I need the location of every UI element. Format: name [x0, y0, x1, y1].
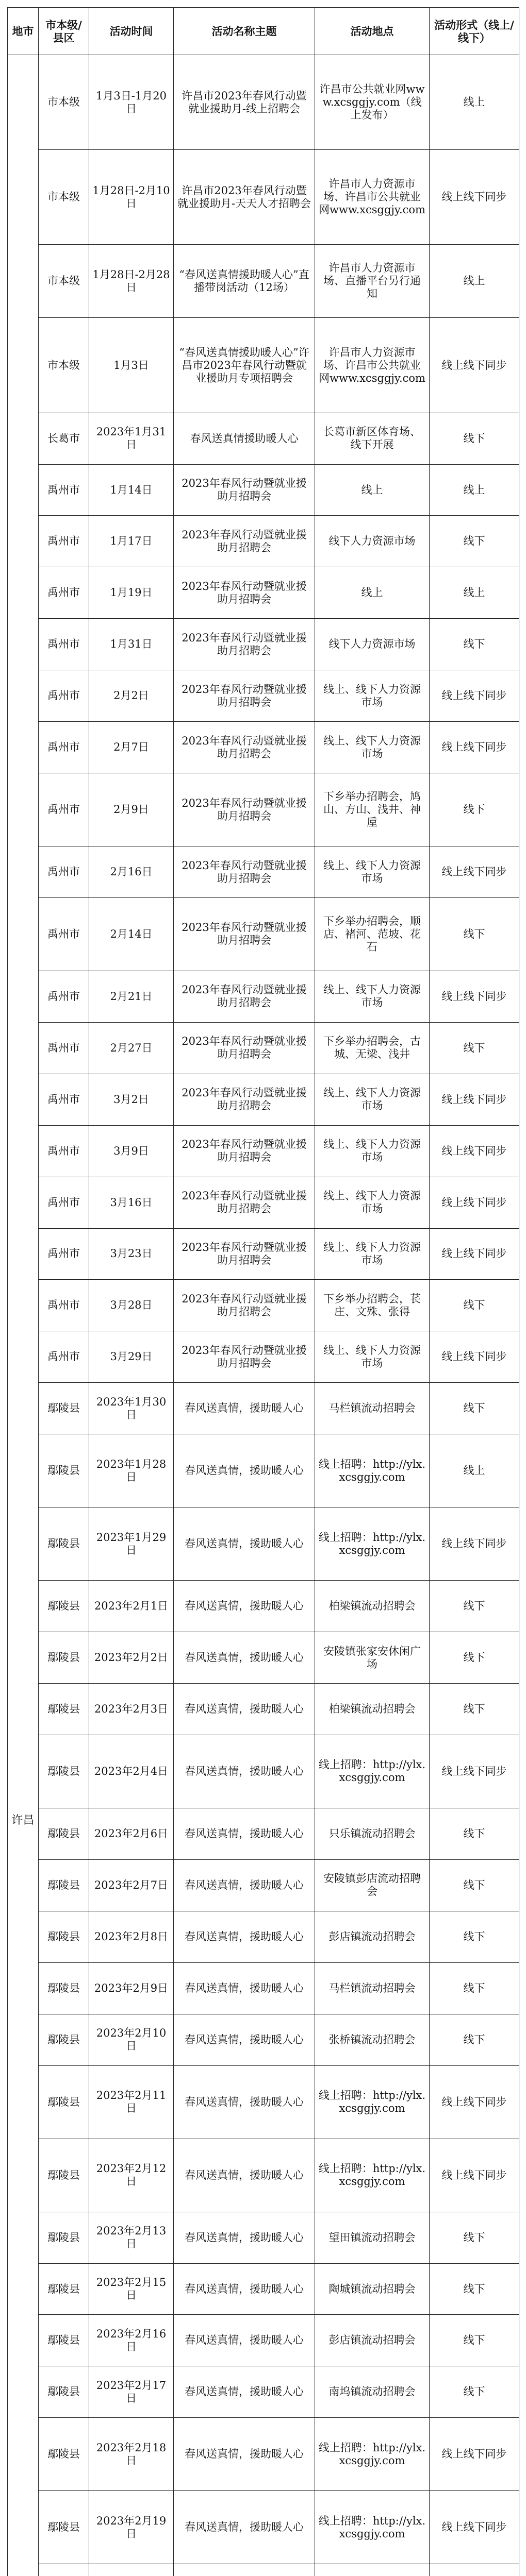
district-cell: 鄢陵县: [39, 1632, 89, 1684]
district-cell: 禹州市: [39, 773, 89, 846]
theme-cell: 春风送真情，援助暖人心: [174, 2065, 315, 2139]
location-cell: 线下人力资源市场: [315, 619, 430, 670]
format-cell: 线下: [430, 1859, 519, 1911]
district-cell: 鄢陵县: [39, 2263, 89, 2315]
time-cell: 2023年2月7日: [89, 1859, 174, 1911]
time-cell: 2月7日: [89, 722, 174, 773]
district-cell: 禹州市: [39, 1331, 89, 1383]
location-cell: 许昌市人力资源市场、直播平台另行通知: [315, 245, 430, 318]
time-cell: 2023年2月1日: [89, 1581, 174, 1632]
table-row: [8, 670, 519, 722]
header-city: 地市: [8, 8, 39, 55]
format-cell: 线下: [430, 2315, 519, 2366]
table-row: [8, 1074, 519, 1125]
theme-cell: [174, 2564, 315, 2576]
theme-cell: 2023年春风行动暨就业援助月招聘会: [174, 1125, 315, 1177]
time-cell: 1月19日: [89, 567, 174, 619]
format-cell: 线上: [430, 55, 519, 150]
theme-cell: 春风送真情，援助暖人心: [174, 2491, 315, 2564]
table-header-row: [8, 8, 519, 55]
theme-cell: 春风送真情，援助暖人心: [174, 1962, 315, 2014]
location-cell: 线上招聘：http://ylx.xcsggjy.com: [315, 2418, 430, 2491]
theme-cell: 春风送真情，援助暖人心: [174, 2418, 315, 2491]
district-cell: 鄢陵县: [39, 2315, 89, 2366]
table-row: [8, 2212, 519, 2263]
table-row: [8, 1684, 519, 1735]
format-cell: 线下: [430, 2366, 519, 2418]
theme-cell: 2023年春风行动暨就业援助月招聘会: [174, 722, 315, 773]
format-cell: 线下: [430, 1383, 519, 1434]
time-cell: 1月3日: [89, 318, 174, 413]
time-cell: 1月28日-2月10日: [89, 150, 174, 245]
time-cell: 2023年2月4日: [89, 1735, 174, 1808]
time-cell: 2023年2月13日: [89, 2212, 174, 2263]
header-format: 活动形式（线上/线下）: [430, 8, 519, 55]
time-cell: 2023年2月8日: [89, 1911, 174, 1962]
theme-cell: 2023年春风行动暨就业援助月招聘会: [174, 1280, 315, 1331]
format-cell: 线下: [430, 1911, 519, 1962]
table-row: [8, 897, 519, 971]
theme-cell: 春风送真情，援助暖人心: [174, 1911, 315, 1962]
location-cell: 许昌市人力资源市场、许昌市公共就业网www.xcsggjy.com: [315, 150, 430, 245]
format-cell: 线下: [430, 2212, 519, 2263]
format-cell: 线上线下同步: [430, 2065, 519, 2139]
format-cell: 线下: [430, 2014, 519, 2065]
location-cell: 线上、线下人力资源市场: [315, 722, 430, 773]
format-cell: 线上线下同步: [430, 2139, 519, 2212]
table-row: [8, 2065, 519, 2139]
format-cell: 线上线下同步: [430, 1177, 519, 1228]
theme-cell: 2023年春风行动暨就业援助月招聘会: [174, 846, 315, 898]
table-row: [8, 55, 519, 150]
district-cell: 鄢陵县: [39, 2065, 89, 2139]
location-cell: 线上、线下人力资源市场: [315, 1228, 430, 1280]
format-cell: 线上线下同步: [430, 1125, 519, 1177]
district-cell: 禹州市: [39, 1022, 89, 1074]
location-cell: 线上: [315, 567, 430, 619]
district-cell: 鄢陵县: [39, 1581, 89, 1632]
location-cell: 线上、线下人力资源市场: [315, 670, 430, 722]
theme-cell: 2023年春风行动暨就业援助月招聘会: [174, 619, 315, 670]
district-cell: 鄢陵县: [39, 2491, 89, 2564]
time-cell: 1月14日: [89, 464, 174, 516]
location-cell: 线上: [315, 464, 430, 516]
district-cell: 禹州市: [39, 1177, 89, 1228]
table-row: [8, 1581, 519, 1632]
format-cell: 线下: [430, 1581, 519, 1632]
theme-cell: 春风送真情，援助暖人心: [174, 1684, 315, 1735]
table-row: [8, 2263, 519, 2315]
table-row: [8, 318, 519, 413]
theme-cell: 春风送真情，援助暖人心: [174, 2263, 315, 2315]
table-row: [8, 1507, 519, 1581]
district-cell: 禹州市: [39, 619, 89, 670]
table-row: [8, 1022, 519, 1074]
format-cell: 线下: [430, 1684, 519, 1735]
district-cell: 市本级: [39, 150, 89, 245]
location-cell: 线上招聘：http://ylx.xcsggjy.com: [315, 1507, 430, 1581]
table-row: [8, 2139, 519, 2212]
time-cell: 2023年2月2日: [89, 1632, 174, 1684]
location-cell: 许昌市公共就业网www.xcsggjy.com（线上发布）: [315, 55, 430, 150]
time-cell: 3月16日: [89, 1177, 174, 1228]
district-cell: 鄢陵县: [39, 2366, 89, 2418]
format-cell: 线下: [430, 1022, 519, 1074]
theme-cell: 2023年春风行动暨就业援助月招聘会: [174, 971, 315, 1023]
table-row: [8, 516, 519, 567]
header-district: 市本级/县区: [39, 8, 89, 55]
theme-cell: 2023年春风行动暨就业援助月招聘会: [174, 1022, 315, 1074]
location-cell: 线上、线下人力资源市场: [315, 1177, 430, 1228]
theme-cell: 春风送真情，援助暖人心: [174, 1859, 315, 1911]
location-cell: 线上、线下人力资源市场: [315, 846, 430, 898]
theme-cell: 2023年春风行动暨就业援助月招聘会: [174, 1228, 315, 1280]
location-cell: 南坞镇流动招聘会: [315, 2366, 430, 2418]
location-cell: 柏梁镇流动招聘会: [315, 1684, 430, 1735]
theme-cell: 2023年春风行动暨就业援助月招聘会: [174, 516, 315, 567]
format-cell: 线上线下同步: [430, 1507, 519, 1581]
theme-cell: 2023年春风行动暨就业援助月招聘会: [174, 464, 315, 516]
theme-cell: 2023年春风行动暨就业援助月招聘会: [174, 773, 315, 846]
district-cell: 禹州市: [39, 846, 89, 898]
city-cell: 许昌: [8, 55, 39, 2576]
format-cell: 线上: [430, 245, 519, 318]
time-cell: 2月2日: [89, 670, 174, 722]
theme-cell: 2023年春风行动暨就业援助月招聘会: [174, 1331, 315, 1383]
format-cell: 线上线下同步: [430, 1228, 519, 1280]
time-cell: 2023年2月6日: [89, 1808, 174, 1860]
table-row: [8, 1962, 519, 2014]
theme-cell: 春风送真情，援助暖人心: [174, 1383, 315, 1434]
district-cell: 禹州市: [39, 1125, 89, 1177]
table-row: [8, 1331, 519, 1383]
district-cell: 鄢陵县: [39, 1962, 89, 2014]
format-cell: 线上线下同步: [430, 670, 519, 722]
format-cell: 线上线下同步: [430, 2491, 519, 2564]
theme-cell: 许昌市2023年春风行动暨就业援助月-天天人才招聘会: [174, 150, 315, 245]
time-cell: 2023年2月18日: [89, 2418, 174, 2491]
time-cell: 2月16日: [89, 846, 174, 898]
time-cell: 2023年2月12日: [89, 2139, 174, 2212]
schedule-table: [7, 7, 519, 2576]
table-row: [8, 722, 519, 773]
table-row: [8, 1632, 519, 1684]
time-cell: 2023年2月9日: [89, 1962, 174, 2014]
district-cell: 禹州市: [39, 670, 89, 722]
format-cell: 线下: [430, 516, 519, 567]
location-cell: 线上招聘：http://ylx.xcsggjy.com: [315, 1735, 430, 1808]
district-cell: 鄢陵县: [39, 1684, 89, 1735]
location-cell: 柏梁镇流动招聘会: [315, 1581, 430, 1632]
district-cell: 鄢陵县: [39, 1434, 89, 1507]
format-cell: 线上线下同步: [430, 971, 519, 1023]
district-cell: 禹州市: [39, 567, 89, 619]
time-cell: 2月21日: [89, 971, 174, 1023]
district-cell: 禹州市: [39, 897, 89, 971]
district-cell: 鄢陵县: [39, 2212, 89, 2263]
district-cell: 禹州市: [39, 1280, 89, 1331]
table-row: [8, 1859, 519, 1911]
header-theme: 活动名称主题: [174, 8, 315, 55]
theme-cell: 春风送真情，援助暖人心: [174, 2315, 315, 2366]
format-cell: 线上: [430, 567, 519, 619]
format-cell: [430, 2564, 519, 2576]
location-cell: 下乡举办招聘会，鸠山、方山、浅井、神垕: [315, 773, 430, 846]
location-cell: 马栏镇流动招聘会: [315, 1383, 430, 1434]
time-cell: 2023年2月3日: [89, 1684, 174, 1735]
theme-cell: 2023年春风行动暨就业援助月招聘会: [174, 1074, 315, 1125]
table-row: [8, 846, 519, 898]
time-cell: 1月17日: [89, 516, 174, 567]
district-cell: 鄢陵县: [39, 2139, 89, 2212]
table-row: [8, 2564, 519, 2576]
time-cell: 2023年1月28日: [89, 1434, 174, 1507]
district-cell: 禹州市: [39, 722, 89, 773]
format-cell: 线下: [430, 1632, 519, 1684]
format-cell: 线下: [430, 1962, 519, 2014]
table-row: [8, 1177, 519, 1228]
district-cell: 鄢陵县: [39, 1808, 89, 1860]
format-cell: 线上线下同步: [430, 2418, 519, 2491]
time-cell: 2023年2月16日: [89, 2315, 174, 2366]
district-cell: 禹州市: [39, 464, 89, 516]
location-cell: 马栏镇流动招聘会: [315, 1962, 430, 2014]
location-cell: 线上、线下人力资源市场: [315, 1074, 430, 1125]
location-cell: 线下人力资源市场: [315, 516, 430, 567]
table-row: [8, 567, 519, 619]
time-cell: 3月9日: [89, 1125, 174, 1177]
table-row: [8, 245, 519, 318]
district-cell: 禹州市: [39, 516, 89, 567]
time-cell: 2023年2月19日: [89, 2491, 174, 2564]
format-cell: 线上线下同步: [430, 150, 519, 245]
theme-cell: 2023年春风行动暨就业援助月招聘会: [174, 1177, 315, 1228]
location-cell: 线上招聘：http://ylx.xcsggjy.com: [315, 2139, 430, 2212]
theme-cell: 春风送真情，援助暖人心: [174, 1632, 315, 1684]
table-row: [8, 619, 519, 670]
table-row: [8, 413, 519, 464]
time-cell: 3月2日: [89, 1074, 174, 1125]
theme-cell: “春风送真情援助暖人心”许昌市2023年春风行动暨就业援助月专项招聘会: [174, 318, 315, 413]
format-cell: 线下: [430, 2263, 519, 2315]
district-cell: 市本级: [39, 318, 89, 413]
table-row: [8, 971, 519, 1023]
theme-cell: 春风送真情，援助暖人心: [174, 2212, 315, 2263]
theme-cell: 春风送真情，援助暖人心: [174, 1581, 315, 1632]
district-cell: 长葛市: [39, 413, 89, 464]
district-cell: 鄢陵县: [39, 1911, 89, 1962]
table-row: [8, 1911, 519, 1962]
location-cell: 许昌市人力资源市场、许昌市公共就业网www.xcsggjy.com: [315, 318, 430, 413]
time-cell: 2023年1月31日: [89, 413, 174, 464]
format-cell: 线上线下同步: [430, 722, 519, 773]
district-cell: 禹州市: [39, 1228, 89, 1280]
location-cell: 线上、线下人力资源市场: [315, 971, 430, 1023]
district-cell: 市本级: [39, 55, 89, 150]
time-cell: 2023年1月30日: [89, 1383, 174, 1434]
header-location: 活动地点: [315, 8, 430, 55]
table-row: [8, 1125, 519, 1177]
format-cell: 线下: [430, 773, 519, 846]
district-cell: 鄢陵县: [39, 1735, 89, 1808]
time-cell: 2023年1月29日: [89, 1507, 174, 1581]
table-row: [8, 1228, 519, 1280]
time-cell: 1月3日-1月20日: [89, 55, 174, 150]
theme-cell: 春风送真情，援助暖人心: [174, 2366, 315, 2418]
theme-cell: 春风送真情，援助暖人心: [174, 1507, 315, 1581]
theme-cell: 春风送真情，援助暖人心: [174, 1808, 315, 1860]
format-cell: 线下: [430, 1808, 519, 1860]
table-row: [8, 2014, 519, 2065]
district-cell: 鄢陵县: [39, 1383, 89, 1434]
location-cell: [315, 2564, 430, 2576]
location-cell: 长葛市新区体育场、线下开展: [315, 413, 430, 464]
theme-cell: 春风送真情，援助暖人心: [174, 2014, 315, 2065]
location-cell: 线上招聘：http://ylx.xcsggjy.com: [315, 2065, 430, 2139]
theme-cell: 春风送真情援助暖人心: [174, 413, 315, 464]
location-cell: 安陵镇彭店流动招聘会: [315, 1859, 430, 1911]
time-cell: 2月27日: [89, 1022, 174, 1074]
location-cell: 线上招聘：http://ylx.xcsggjy.com: [315, 1434, 430, 1507]
table-row: [8, 1280, 519, 1331]
theme-cell: “春风送真情援助暖人心”直播带岗活动（12场）: [174, 245, 315, 318]
header-time: 活动时间: [89, 8, 174, 55]
format-cell: 线上: [430, 1434, 519, 1507]
district-cell: 鄢陵县: [39, 1507, 89, 1581]
location-cell: 张桥镇流动招聘会: [315, 2014, 430, 2065]
district-cell: 禹州市: [39, 1074, 89, 1125]
time-cell: 2月14日: [89, 897, 174, 971]
theme-cell: 许昌市2023年春风行动暨就业援助月-线上招聘会: [174, 55, 315, 150]
theme-cell: 春风送真情，援助暖人心: [174, 1735, 315, 1808]
format-cell: 线上线下同步: [430, 1074, 519, 1125]
district-cell: 禹州市: [39, 971, 89, 1023]
format-cell: 线上线下同步: [430, 1331, 519, 1383]
format-cell: 线下: [430, 1280, 519, 1331]
time-cell: 2023年2月10日: [89, 2014, 174, 2065]
format-cell: 线下: [430, 619, 519, 670]
theme-cell: 2023年春风行动暨就业援助月招聘会: [174, 670, 315, 722]
time-cell: 1月28日-2月28日: [89, 245, 174, 318]
location-cell: 线上、线下人力资源市场: [315, 1331, 430, 1383]
table-row: [8, 1808, 519, 1860]
format-cell: 线上: [430, 464, 519, 516]
time-cell: 2月9日: [89, 773, 174, 846]
location-cell: 下乡举办招聘会，苌庄、文殊、张得: [315, 1280, 430, 1331]
table-row: [8, 1735, 519, 1808]
theme-cell: 2023年春风行动暨就业援助月招聘会: [174, 567, 315, 619]
district-cell: 鄢陵县: [39, 2418, 89, 2491]
location-cell: 只乐镇流动招聘会: [315, 1808, 430, 1860]
format-cell: 线下: [430, 897, 519, 971]
location-cell: 下乡举办招聘会，古城、无梁、浅井: [315, 1022, 430, 1074]
table-row: [8, 773, 519, 846]
table-row: [8, 150, 519, 245]
theme-cell: 2023年春风行动暨就业援助月招聘会: [174, 897, 315, 971]
location-cell: 线上、线下人力资源市场: [315, 1125, 430, 1177]
location-cell: 下乡举办招聘会，顺店、褚河、范坡、花石: [315, 897, 430, 971]
table-row: [8, 2418, 519, 2491]
time-cell: [89, 2564, 174, 2576]
theme-cell: 春风送真情，援助暖人心: [174, 1434, 315, 1507]
table-row: [8, 464, 519, 516]
table-row: [8, 2366, 519, 2418]
time-cell: 2023年2月17日: [89, 2366, 174, 2418]
theme-cell: 春风送真情，援助暖人心: [174, 2139, 315, 2212]
time-cell: 3月29日: [89, 1331, 174, 1383]
table-row: [8, 2491, 519, 2564]
location-cell: 安陵镇张家安休闲广场: [315, 1632, 430, 1684]
location-cell: 彭店镇流动招聘会: [315, 2315, 430, 2366]
district-cell: [39, 2564, 89, 2576]
time-cell: 3月28日: [89, 1280, 174, 1331]
district-cell: 鄢陵县: [39, 1859, 89, 1911]
location-cell: 彭店镇流动招聘会: [315, 1911, 430, 1962]
table-row: [8, 1383, 519, 1434]
format-cell: 线下: [430, 413, 519, 464]
table-row: [8, 2315, 519, 2366]
district-cell: 市本级: [39, 245, 89, 318]
format-cell: 线上线下同步: [430, 846, 519, 898]
location-cell: 望田镇流动招聘会: [315, 2212, 430, 2263]
location-cell: 陶城镇流动招聘会: [315, 2263, 430, 2315]
time-cell: 3月23日: [89, 1228, 174, 1280]
table-body: [8, 55, 519, 2576]
format-cell: 线上线下同步: [430, 318, 519, 413]
time-cell: 2023年2月15日: [89, 2263, 174, 2315]
time-cell: 2023年2月11日: [89, 2065, 174, 2139]
time-cell: 1月31日: [89, 619, 174, 670]
table-row: [8, 1434, 519, 1507]
location-cell: 线上招聘：http://ylx.xcsggjy.com: [315, 2491, 430, 2564]
format-cell: 线上线下同步: [430, 1735, 519, 1808]
district-cell: 鄢陵县: [39, 2014, 89, 2065]
